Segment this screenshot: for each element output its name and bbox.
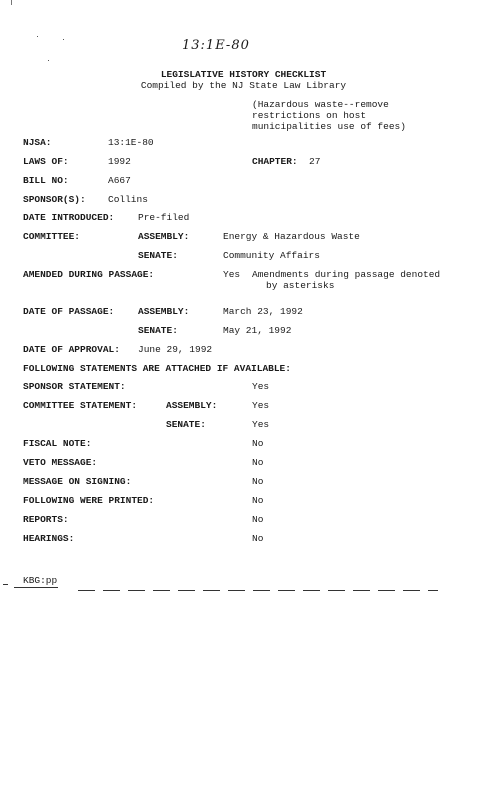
introduced-value: Pre-filed: [138, 212, 190, 223]
description-line-1: (Hazardous waste--remove: [252, 99, 389, 110]
footer-initials: KBG:pp: [23, 575, 58, 586]
njsa-label: NJSA:: [23, 137, 52, 148]
reports-label: REPORTS:: [23, 514, 69, 525]
footer-tick: [3, 584, 8, 585]
passage-assembly-value: March 23, 1992: [223, 306, 303, 317]
passage-label: DATE OF PASSAGE:: [23, 306, 115, 317]
committee-statement-senate-label: SENATE:: [166, 419, 206, 430]
passage-senate-label: SENATE:: [138, 325, 178, 336]
sponsor-statement-label: SPONSOR STATEMENT:: [23, 381, 126, 392]
committee-statement-assembly-value: Yes: [252, 400, 270, 411]
signing-message-value: No: [252, 476, 264, 487]
amended-note-line-2: by asterisks: [266, 280, 335, 291]
veto-message-value: No: [252, 457, 264, 468]
bill-value: A667: [108, 175, 131, 186]
committee-senate-label: SENATE:: [138, 250, 178, 261]
sponsor-label: SPONSOR(S):: [23, 194, 86, 205]
bill-label: BILL NO:: [23, 175, 69, 186]
passage-assembly-label: ASSEMBLY:: [138, 306, 190, 317]
scan-speck: [37, 36, 38, 37]
committee-label: COMMITTEE:: [23, 231, 81, 242]
approval-label: DATE OF APPROVAL:: [23, 344, 120, 355]
veto-message-label: VETO MESSAGE:: [23, 457, 98, 468]
approval-value: June 29, 1992: [138, 344, 213, 355]
amended-value: Yes: [223, 269, 241, 280]
committee-statement-assembly-label: ASSEMBLY:: [166, 400, 218, 411]
printed-value: No: [252, 495, 264, 506]
amended-label: AMENDED DURING PASSAGE:: [23, 269, 155, 280]
reports-value: No: [252, 514, 264, 525]
handwritten-number: 13:1E-80: [182, 38, 250, 53]
attached-heading: FOLLOWING STATEMENTS ARE ATTACHED IF AVAILABLE:: [23, 363, 291, 374]
hearings-label: HEARINGS:: [23, 533, 75, 544]
fiscal-note-value: No: [252, 438, 264, 449]
fiscal-note-label: FISCAL NOTE:: [23, 438, 92, 449]
signing-message-label: MESSAGE ON SIGNING:: [23, 476, 132, 487]
passage-senate-value: May 21, 1992: [223, 325, 292, 336]
laws-label: LAWS OF:: [23, 156, 69, 167]
njsa-value: 13:1E-80: [108, 137, 154, 148]
description-line-3: municipalities use of fees): [252, 121, 406, 132]
committee-statement-label: COMMITTEE STATEMENT:: [23, 400, 138, 411]
committee-senate-value: Community Affairs: [223, 250, 320, 261]
committee-statement-senate-value: Yes: [252, 419, 270, 430]
printed-label: FOLLOWING WERE PRINTED:: [23, 495, 155, 506]
scan-mark: [11, 0, 12, 5]
chapter-label: CHAPTER:: [252, 156, 298, 167]
footer-underline: [14, 587, 58, 588]
document-subtitle: Compiled by the NJ State Law Library: [140, 80, 347, 91]
amended-note-line-1: Amendments during passage denoted: [252, 269, 441, 280]
introduced-label: DATE INTRODUCED:: [23, 212, 115, 223]
sponsor-statement-value: Yes: [252, 381, 270, 392]
laws-value: 1992: [108, 156, 131, 167]
committee-assembly-value: Energy & Hazardous Waste: [223, 231, 360, 242]
description-line-2: restrictions on host: [252, 110, 367, 121]
hearings-value: No: [252, 533, 264, 544]
scan-speck: [63, 39, 64, 40]
document-title: LEGISLATIVE HISTORY CHECKLIST: [160, 69, 327, 80]
chapter-value: 27: [309, 156, 321, 167]
scan-speck: [48, 60, 49, 61]
committee-assembly-label: ASSEMBLY:: [138, 231, 190, 242]
sponsor-value: Collins: [108, 194, 148, 205]
footer-dashed-rule: [78, 590, 438, 591]
